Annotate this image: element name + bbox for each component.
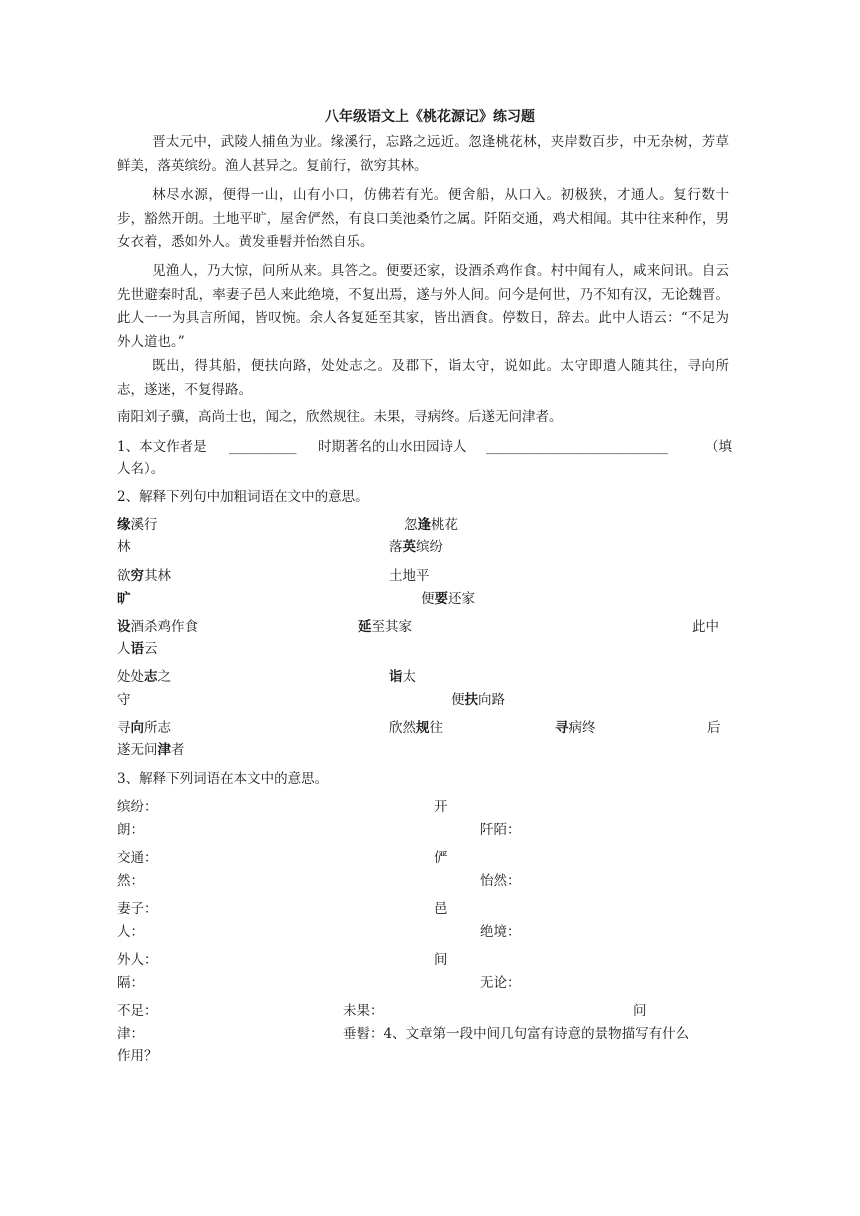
q2-item: 缘溪行: [117, 517, 158, 533]
q1-text-c: （填: [705, 439, 732, 455]
q3-term: 开: [434, 799, 448, 815]
q3-term: 朗：: [117, 822, 144, 838]
q2-item: 此中: [692, 619, 719, 635]
q3-term: 邑: [434, 901, 448, 917]
q2-item: 便扶向路: [451, 692, 505, 708]
q3-term: 间: [434, 952, 448, 968]
q2-item: 遂无问津者: [117, 742, 185, 758]
q3-term: 交通：: [117, 850, 158, 866]
q3-term: 人：: [117, 924, 144, 940]
q2-item: 便要还家: [421, 591, 475, 607]
q3-term: 俨: [434, 850, 448, 866]
q3-heading: 3、解释下列词语在本文中的意思。: [117, 771, 329, 787]
q1-blank-poet[interactable]: ___________________________: [486, 439, 669, 455]
q2-item: 设酒杀鸡作食: [117, 619, 198, 635]
q3-term: 无论：: [480, 975, 521, 991]
q3-term: 津：: [117, 1026, 144, 1042]
q3-term: 缤纷：: [117, 799, 158, 815]
q2-item: 诣太: [389, 669, 416, 685]
q2-item: 寻向所志: [117, 720, 171, 736]
page-title: 八年级语文上《桃花源记》练习题: [325, 109, 535, 125]
q3-term: 未果：: [343, 1003, 384, 1019]
q2-item: 后: [707, 720, 721, 736]
q1-text-d: 人名）。: [117, 461, 165, 477]
q2-item: 寻病终: [555, 720, 596, 736]
q4-text: 垂髫：4、文章第一段中间几句富有诗意的景物描写有什么: [343, 1026, 690, 1042]
q3-term: 外人：: [117, 952, 158, 968]
q2-item: 林: [117, 539, 131, 555]
q3-term: 问: [633, 1003, 647, 1019]
q2-heading: 2、解释下列句中加粗词语在文中的意思。: [117, 489, 369, 505]
q3-term: 绝境：: [480, 924, 521, 940]
q1-blank-author[interactable]: __________: [229, 439, 297, 455]
q2-item: 忽逢桃花: [404, 517, 458, 533]
passage-paragraph-2: 林尽水源，便得一山，山有小口，仿佛若有光。便舍船，从口入。初极狭，才通人。复行数十步，豁然开朗。土地平旷，屋舍俨然，有良口美池桑竹之属。阡陌交通，鸡犬相闻。其中往来种作，男女衣着，悉如外人。黄发垂髫并怡然自乐。: [117, 187, 729, 250]
q4-text-cont: 作用？: [117, 1048, 158, 1064]
q2-item: 延至其家: [358, 619, 412, 635]
q3-term: 妻子：: [117, 901, 158, 917]
q2-item: 处处志之: [117, 669, 171, 685]
q2-item: 欣然规往: [389, 720, 443, 736]
q3-term: 不足：: [117, 1003, 158, 1019]
passage-paragraph-1: 晋太元中，武陵人捕鱼为业。缘溪行，忘路之远近。忽逢桃花林，夹岸数百步，中无杂树，芳草鲜美，落英缤纷。渔人甚异之。复前行，欲穷其林。: [117, 134, 729, 174]
q2-item: 落英缤纷: [389, 539, 443, 555]
q2-item: 旷: [117, 591, 131, 607]
q3-term: 隔：: [117, 975, 144, 991]
q1-text-a: 1、本文作者是: [117, 439, 207, 455]
q2-item: 人语云: [117, 641, 158, 657]
q3-term: 阡陌：: [480, 822, 521, 838]
q1-text-b: 时期著名的山水田园诗人: [318, 439, 467, 455]
q3-term: 怡然：: [480, 873, 521, 889]
q2-item: 欲穷其林: [117, 568, 171, 584]
passage-paragraph-3: 见渔人，乃大惊，问所从来。具答之。便要还家，设酒杀鸡作食。村中闻有人，咸来问讯。自云先世避秦时乱，率妻子邑人来此绝境，不复出焉，遂与外人间。问今是何世，乃不知有汉，无论魏晋。此人一一为具言所闻，皆叹惋。余人各复延至其家，皆出酒食。停数日，辞去。此中人语云：“不足为外人道也。”: [117, 263, 729, 350]
q3-term: 然：: [117, 873, 144, 889]
passage-paragraph-4: 既出，得其船，便扶向路，处处志之。及郡下，诣太守，说如此。太守即遣人随其往，寻向所志，遂迷，不复得路。: [117, 358, 729, 398]
q2-item: 守: [117, 692, 131, 708]
q2-item: 土地平: [389, 568, 430, 584]
passage-paragraph-5: 南阳刘子骥，高尚士也，闻之，欣然规往。未果，寻病终。后遂无问津者。: [117, 409, 563, 425]
